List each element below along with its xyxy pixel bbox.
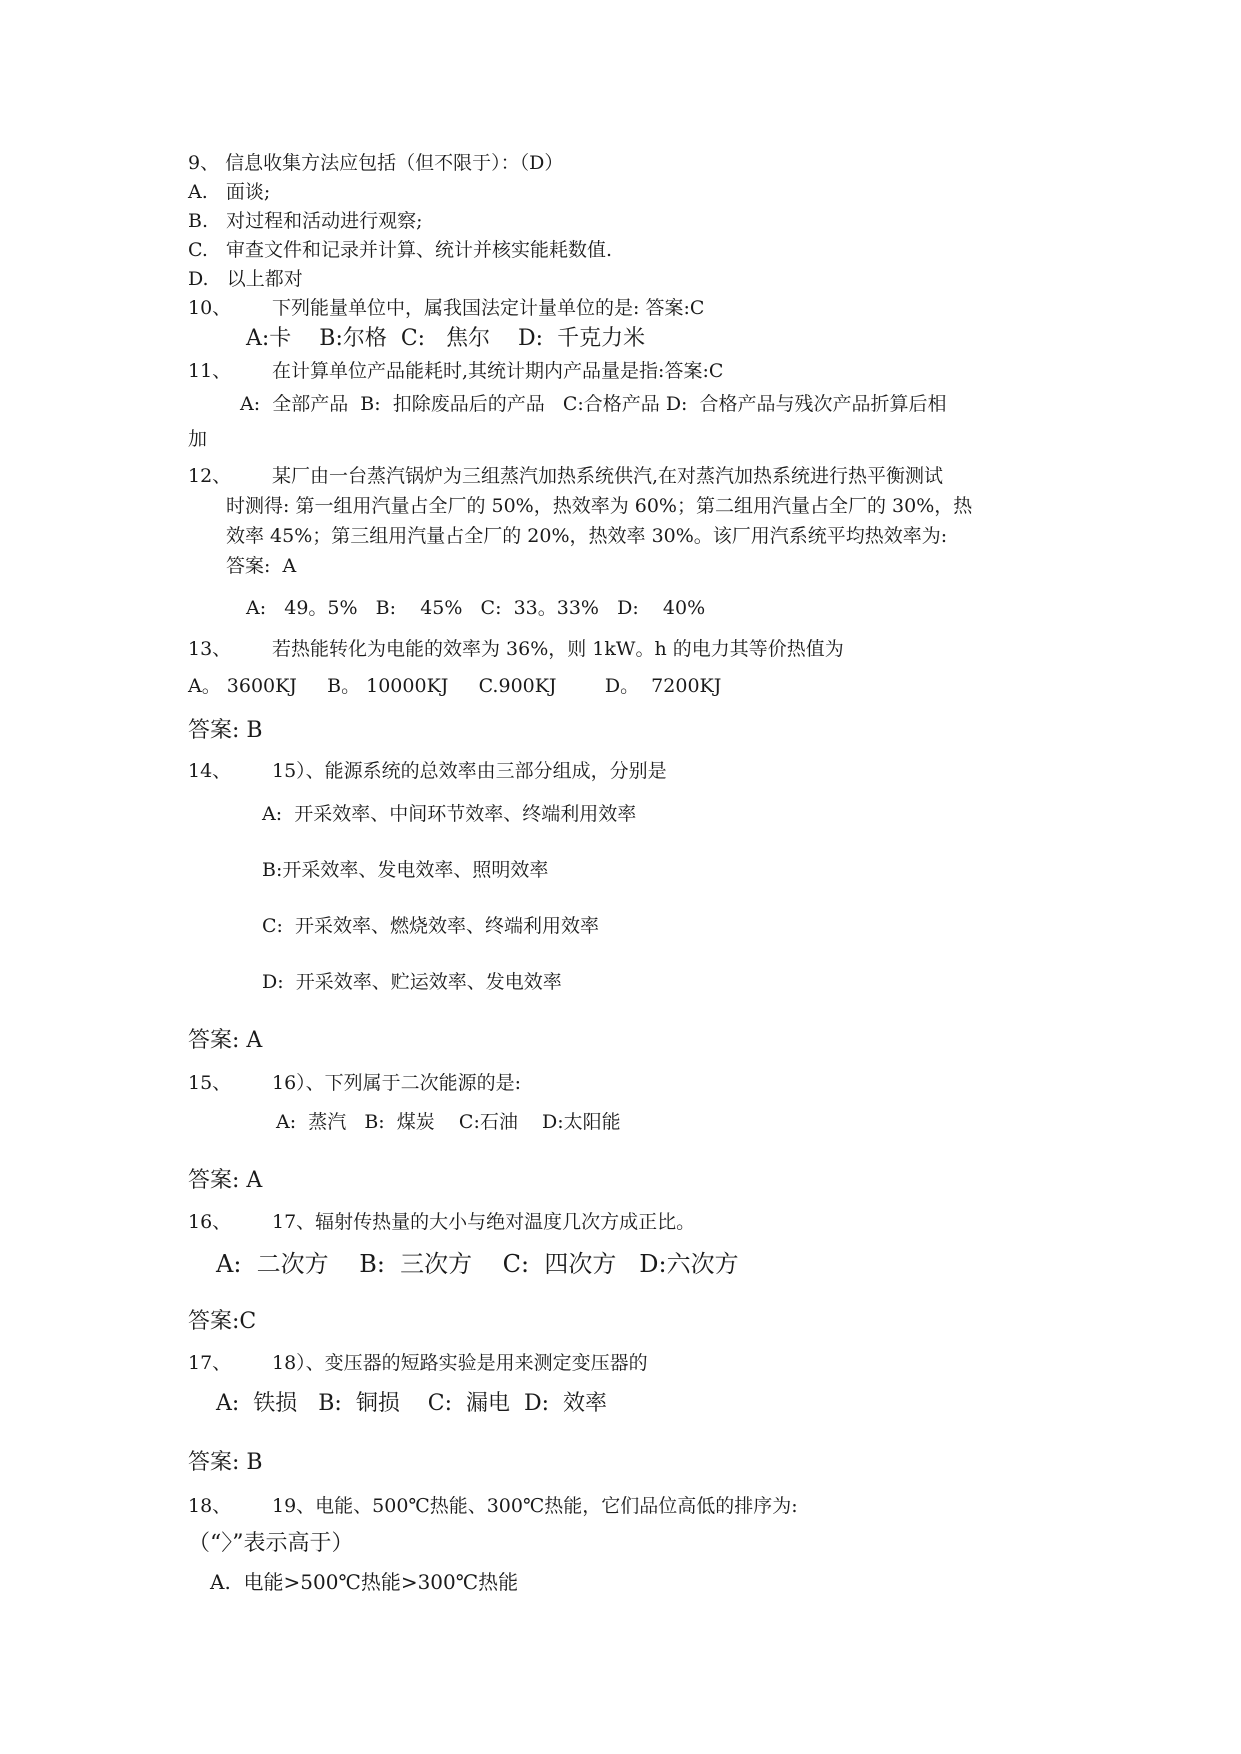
q14-option-a: A: 开采效率、中间环节效率、终端利用效率 xyxy=(262,803,637,825)
q18-option-a: A. 电能>500℃热能>300℃热能 xyxy=(210,1570,519,1594)
q14-option-d: D: 开采效率、贮运效率、发电效率 xyxy=(262,971,562,993)
q16-options: A: 二次方 B: 三次方 C: 四次方 D:六次方 xyxy=(216,1250,739,1278)
q15-number: 15、 xyxy=(188,1072,232,1094)
q17-options: A: 铁损 B: 铜损 C: 漏电 D: 效率 xyxy=(216,1391,608,1416)
q17-number: 17、 xyxy=(188,1352,232,1374)
q9-option-a: A. 面谈; xyxy=(188,181,271,203)
q17-answer: 答案: B xyxy=(188,1450,263,1475)
q12-options: A: 49。5% B: 45% C: 33。33% D: 40% xyxy=(246,597,706,619)
q12-stem-line-3: 效率 45%；第三组用汽量占全厂的 20%，热效率 30%。该厂用汽系统平均热效率为: xyxy=(226,525,948,547)
q9-stem: 9、 信息收集方法应包括（但不限于）：（D） xyxy=(188,152,564,174)
q9-option-d: D. 以上都对 xyxy=(188,268,303,290)
q12-stem-line-1: 某厂由一台蒸汽锅炉为三组蒸汽加热系统供汽,在对蒸汽加热系统进行热平衡测试 xyxy=(272,465,944,487)
q16-number: 16、 xyxy=(188,1211,232,1233)
q15-answer: 答案: A xyxy=(188,1168,263,1193)
q11-options-continued: 加 xyxy=(188,428,208,450)
q16-stem: 17、辐射传热量的大小与绝对温度几次方成正比。 xyxy=(272,1211,696,1233)
q14-option-b: B:开采效率、发电效率、照明效率 xyxy=(262,859,549,881)
q10-number: 10、 xyxy=(188,297,232,319)
q15-options: A: 蒸汽 B: 煤炭 C:石油 D:太阳能 xyxy=(276,1111,621,1133)
q10-options: A:卡 B:尔格 C: 焦尔 D: 千克力米 xyxy=(246,326,646,351)
q12-stem-line-2: 时测得: 第一组用汽量占全厂的 50%，热效率为 60%；第二组用汽量占全厂的 30%，热 xyxy=(226,495,973,517)
q13-answer: 答案: B xyxy=(188,718,263,743)
q17-stem: 18）、变压器的短路实验是用来测定变压器的 xyxy=(272,1352,648,1374)
q16-answer: 答案:C xyxy=(188,1309,257,1334)
q9-option-b: B. 对过程和活动进行观察; xyxy=(188,210,423,232)
q10-stem: 下列能量单位中，属我国法定计量单位的是: 答案:C xyxy=(272,297,705,319)
q11-stem: 在计算单位产品能耗时,其统计期内产品量是指:答案:C xyxy=(272,360,724,382)
q12-number: 12、 xyxy=(188,465,232,487)
q18-note: （“〉”表示高于） xyxy=(188,1531,354,1556)
q14-number: 14、 xyxy=(188,760,232,782)
q11-number: 11、 xyxy=(188,360,232,382)
q14-answer: 答案: A xyxy=(188,1028,263,1053)
q14-stem: 15）、能源系统的总效率由三部分组成，分别是 xyxy=(272,760,667,782)
q14-option-c: C: 开采效率、燃烧效率、终端利用效率 xyxy=(262,915,600,937)
q12-answer: 答案: A xyxy=(226,555,297,577)
q18-stem: 19、电能、500℃热能、300℃热能，它们品位高低的排序为: xyxy=(272,1495,798,1517)
q11-options: A: 全部产品 B: 扣除废品后的产品 C:合格产品 D: 合格产品与残次产品折算后相 xyxy=(240,393,947,415)
q13-stem: 若热能转化为电能的效率为 36%，则 1kW。h 的电力其等价热值为 xyxy=(272,638,844,660)
q15-stem: 16）、下列属于二次能源的是: xyxy=(272,1072,522,1094)
q13-options: A。 3600KJ B。 10000KJ C.900KJ D。 7200KJ xyxy=(188,675,722,697)
q9-option-c: C. 审查文件和记录并计算、统计并核实能耗数值. xyxy=(188,239,613,261)
q18-number: 18、 xyxy=(188,1495,232,1517)
q13-number: 13、 xyxy=(188,638,232,660)
